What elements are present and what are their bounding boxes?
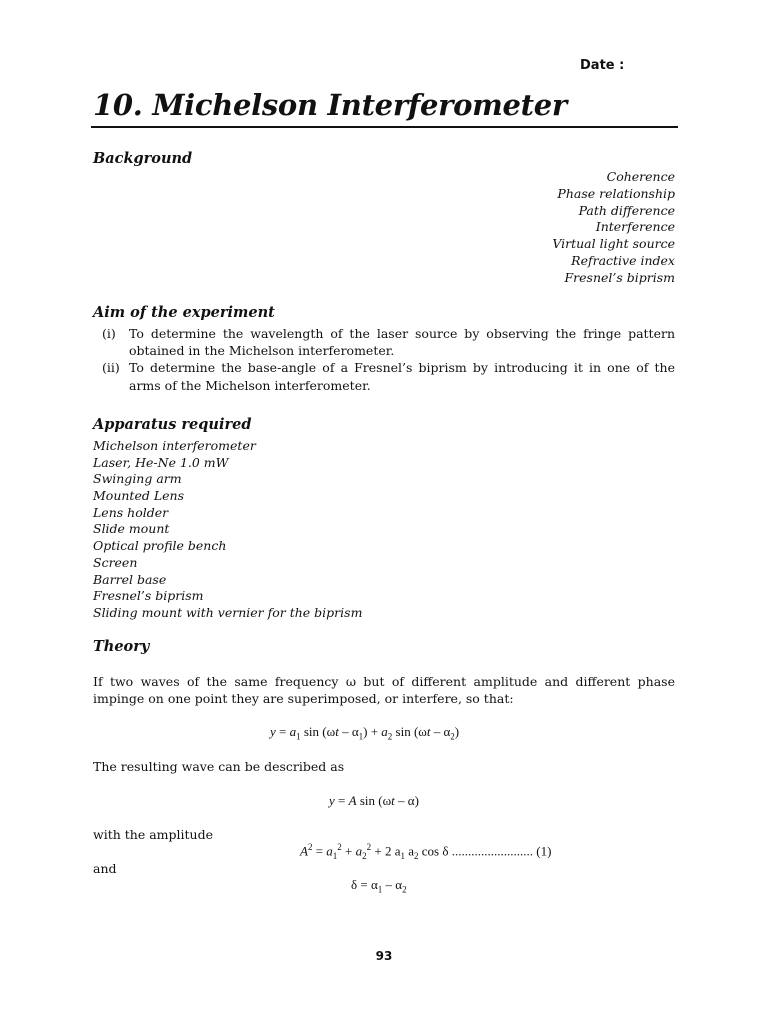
aim-item-number: (i) <box>102 326 116 341</box>
apparatus-item: Michelson interferometer <box>93 438 256 453</box>
apparatus-item: Lens holder <box>93 504 169 520</box>
theory-paragraph: If two waves of the same frequency ω but of different amplitude and different phase impinge on one point they are superimposed, or interfere, so that: <box>93 674 675 706</box>
aim-item-number: (ii) <box>102 360 120 376</box>
equation-superposition: $y = a_1$ $\sin (\omega t - \alpha_1) + a_2$ $\sin (\omega t - \alpha_2)$ <box>270 724 460 742</box>
background-heading: Background <box>93 150 193 167</box>
keyword-item: Fresnel’s biprism <box>564 269 675 285</box>
aim-heading: Aim of the experiment <box>93 304 275 321</box>
theory-paragraph: and <box>93 861 117 876</box>
apparatus-item: Laser, He-Ne 1.0 mW <box>93 454 229 470</box>
equation-resultant-wave: y = A sin (ωt – α) <box>329 793 419 808</box>
date-label: Date : <box>580 58 625 73</box>
aim-item-text: To determine the base-angle of a Fresnel’s biprism by introducing it in one of the arms of the Michelson interferometer. <box>129 360 675 393</box>
aim-item-text: To determine the wavelength of the laser source by observing the fringe pattern obtained in the Michelson interferometer. <box>129 326 675 359</box>
keyword-item: Interference <box>595 219 675 235</box>
apparatus-item: Fresnel’s biprism <box>93 588 204 604</box>
equation-phase-difference: $\delta = \alpha_1 - \alpha_2$ <box>351 877 407 895</box>
keyword-list <box>420 169 675 287</box>
page-number: 93 <box>375 949 393 963</box>
keyword-item: Virtual light source <box>552 236 675 252</box>
apparatus-item: Sliding mount with vernier for the biprism <box>93 604 363 620</box>
equation-amplitude: $A^2 = a_1^2 + a_2^2 + 2$ $a_1$ $a_2$ cos δ ......................... (1) <box>300 842 552 861</box>
apparatus-item: Screen <box>93 554 138 570</box>
title-rule <box>91 126 678 128</box>
apparatus-heading: Apparatus required <box>93 416 252 433</box>
page-title: 10. Michelson Interferometer <box>93 88 567 122</box>
theory-heading: Theory <box>93 638 150 655</box>
aim-item <box>93 325 675 359</box>
apparatus-list <box>93 438 362 622</box>
apparatus-item: Mounted Lens <box>93 488 184 504</box>
theory-paragraph: The resulting wave can be described as <box>93 759 345 774</box>
apparatus-item: Barrel base <box>93 571 167 587</box>
apparatus-item: Swinging arm <box>93 471 182 487</box>
apparatus-item: Optical profile bench <box>93 538 227 554</box>
keyword-item: Coherence <box>606 169 675 184</box>
aim-item <box>93 359 675 393</box>
keyword-item: Refractive index <box>571 252 675 268</box>
aim-list <box>93 325 675 394</box>
keyword-item: Path difference <box>578 202 675 218</box>
apparatus-item: Slide mount <box>93 521 170 537</box>
keyword-item: Phase relationship <box>557 185 675 201</box>
theory-paragraph: with the amplitude <box>93 827 213 842</box>
